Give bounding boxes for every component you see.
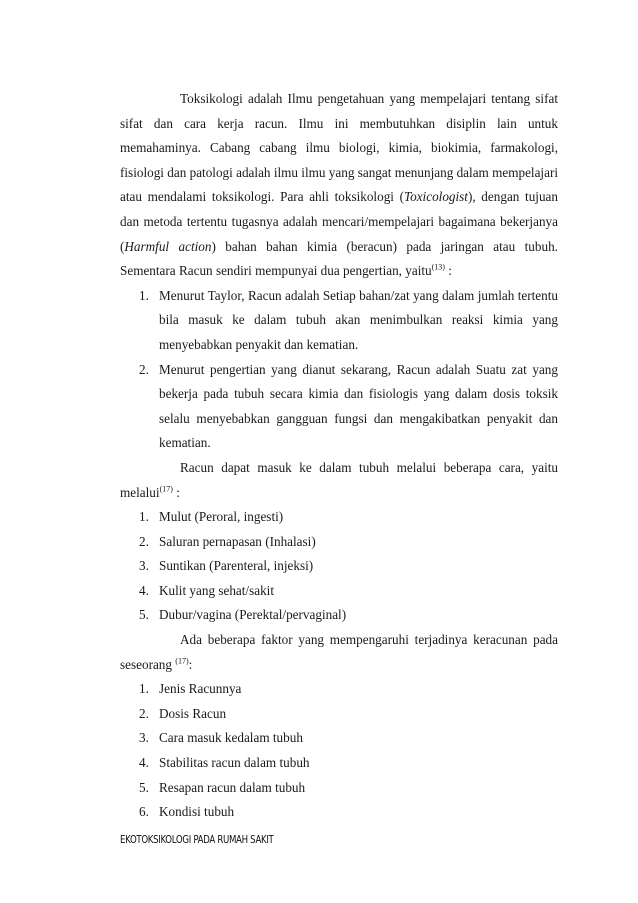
list-item — [120, 776, 558, 801]
paragraph-text: Ada beberapa faktor yang mempengaruhi terjadinya keracunan pada seseorang — [120, 632, 558, 672]
citation-ref: (17) — [159, 484, 173, 494]
list-number: 1. — [139, 681, 149, 697]
list-text: Cara masuk kedalam tubuh — [159, 730, 303, 746]
list-number: 4. — [139, 582, 149, 598]
list-item — [120, 726, 558, 751]
list-item — [120, 554, 558, 579]
list-text: Suntikan (Parenteral, injeksi) — [159, 558, 314, 574]
paragraph-text: : — [444, 263, 452, 279]
list-text: Dosis Racun — [159, 705, 227, 721]
italic-term: Harmful action — [124, 238, 212, 254]
document-body — [120, 87, 558, 825]
list-text: Kondisi tubuh — [159, 804, 235, 820]
list-text: Mulut (Peroral, ingesti) — [159, 509, 284, 525]
list-text: Menurut pengertian yang dianut sekarang, Racun adalah Suatu zat yang bekerja pada tubuh secara kimia dan fisiologis yang dalam dosis toksik selalu menyebabkan gangguan fungsi dan mengakibatkan penyakit dan kematian. — [159, 361, 558, 451]
list-item — [120, 603, 558, 628]
paragraph-text: Racun dapat masuk ke dalam tubuh melalui beberapa cara, yaitu melalui — [120, 459, 558, 500]
list-number: 2. — [139, 361, 149, 377]
list-text: Dubur/vagina (Perektal/pervaginal) — [159, 607, 347, 623]
entry-routes-list — [120, 505, 558, 628]
paragraph-text: : — [172, 484, 180, 500]
paragraph-text: : — [188, 656, 193, 672]
list-text: Menurut Taylor, Racun adalah Setiap bahan/zat yang dalam jumlah tertentu bila masuk ke dalam tubuh akan menimbulkan reaksi kimia yang menyebabkan penyakit dan kematian. — [159, 287, 558, 352]
list-number: 2. — [139, 705, 149, 721]
list-item — [120, 800, 558, 825]
page-footer: EKOTOKSIKOLOGI PADA RUMAH SAKIT — [120, 834, 274, 846]
citation-ref: (17) — [175, 656, 189, 666]
list-text: Saluran pernapasan (Inhalasi) — [159, 533, 316, 549]
list-number: 1. — [139, 287, 149, 303]
list-number: 1. — [139, 509, 149, 525]
list-text: Jenis Racunnya — [159, 681, 242, 697]
paragraph-text: ) bahan bahan kimia (beracun) pada jaringan atau tubuh. Sementara Racun sendiri mempunyai dua pengertian, yaitu — [120, 238, 558, 279]
list-item — [120, 505, 558, 530]
list-number: 5. — [139, 607, 149, 623]
paragraph-entry-routes — [120, 456, 558, 505]
list-item — [120, 579, 558, 604]
paragraph-text: Toksikologi adalah Ilmu pengetahuan yang mempelajari tentang sifat sifat dan cara kerja racun. Ilmu ini membutuhkan disiplin lain untuk memahaminya. Cabang cabang ilmu biologi, kimia, biokimia, farmakologi, fisiologi dan patologi adalah ilmu ilmu yang sangat menunjang dalam mempelajari atau mendalami toksikologi. Para ahli toksikologi ( — [120, 91, 559, 205]
definition-list — [120, 284, 558, 456]
factors-list — [120, 677, 558, 825]
list-item — [120, 751, 558, 776]
italic-term: Toxicologist — [403, 189, 468, 205]
citation-ref: (13) — [431, 262, 445, 272]
list-item — [120, 702, 558, 727]
list-item — [120, 677, 558, 702]
list-number: 2. — [139, 533, 149, 549]
list-item — [120, 358, 558, 456]
list-text: Kulit yang sehat/sakit — [159, 582, 275, 598]
list-number: 3. — [139, 558, 149, 574]
list-number: 4. — [139, 755, 149, 771]
paragraph-factors — [120, 628, 558, 677]
list-number: 6. — [139, 804, 149, 820]
list-text: Stabilitas racun dalam tubuh — [159, 755, 310, 771]
list-item — [120, 530, 558, 555]
list-number: 3. — [139, 730, 149, 746]
paragraph-text: ), dengan tujuan dan metoda tertentu tugasnya adalah mencari/mempelajari bagaimana bekerjanya ( — [120, 189, 558, 254]
list-number: 5. — [139, 779, 149, 795]
list-text: Resapan racun dalam tubuh — [159, 779, 306, 795]
paragraph-definition — [120, 87, 558, 284]
list-item — [120, 284, 558, 358]
